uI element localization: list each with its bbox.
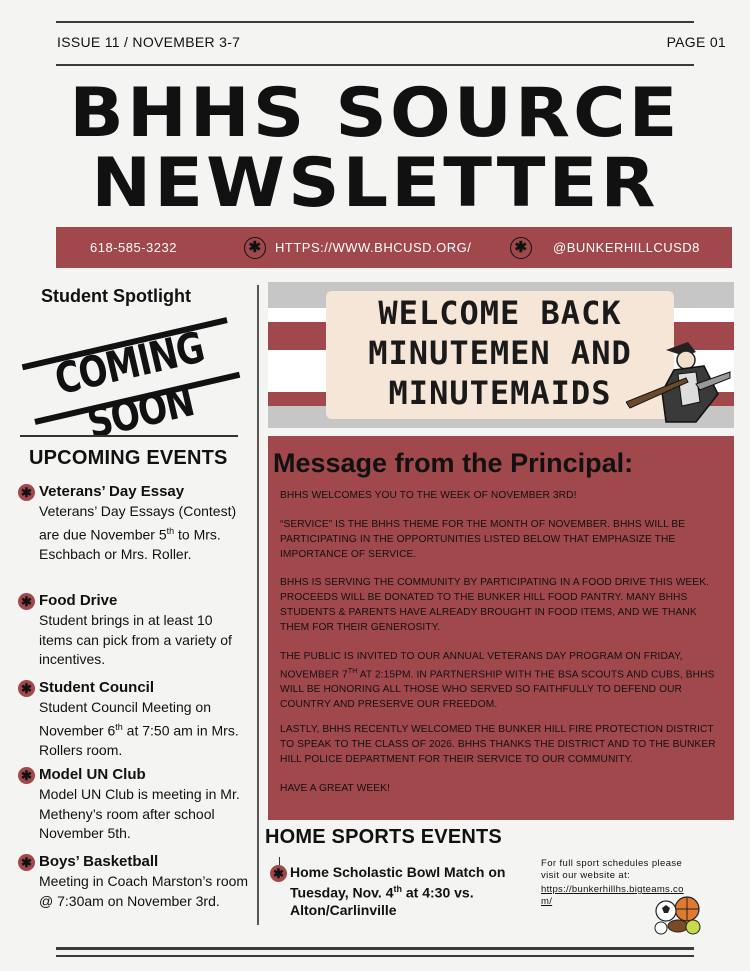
asterisk-bullet-icon: ✱ bbox=[18, 593, 35, 610]
event-description: Student brings in at least 10 items can pick from a variety of incentives. bbox=[39, 612, 232, 667]
asterisk-circle-icon: ✱ bbox=[510, 237, 532, 259]
contact-bar bbox=[56, 227, 732, 268]
page-number: PAGE 01 bbox=[666, 34, 726, 50]
principal-paragraph: THE PUBLIC IS INVITED TO OUR ANNUAL VETERANS DAY PROGRAM ON FRIDAY, NOVEMBER 7TH AT 2:15PM. IN PARTNERSHIP WITH THE BSA SCOUTS AND CUBS, BHHS WILL BE HONORING ALL THOSE WHO SERVED SO FAITHFULLY TO DEFEND OUR COUNTRY AND PRESERVE OUR FREEDOM. bbox=[280, 651, 715, 711]
principal-paragraph: BHHS IS SERVING THE COMMUNITY BY PARTICIPATING IN A FOOD DRIVE THIS WEEK. PROCEEDS WILL BE DONATED TO THE BUNKER HILL FOOD PANTRY. MANY BHHS STUDENTS & PARENTS HAVE ALREADY BROUGHT IN FOOD ITEMS, AND WE THANK THEM FOR THEIR GENEROSITY. bbox=[280, 577, 710, 633]
banner-line-2: MINUTEMEN AND bbox=[368, 334, 632, 372]
sports-balls-icon bbox=[653, 896, 703, 936]
event-name: Student Council bbox=[39, 679, 154, 696]
event-description: Model UN Club is meeting in Mr. Metheny’s room after school November 5th. bbox=[39, 786, 240, 841]
principal-message-panel bbox=[268, 436, 734, 820]
principal-title: Message from the Principal: bbox=[273, 448, 634, 478]
schedule-link[interactable]: https://bunkerhillhs.bigteams.com/ bbox=[541, 884, 684, 907]
asterisk-bullet-icon: ✱ bbox=[18, 854, 35, 871]
event-description: Student Council Meeting on November 6th at 7:50 am in Mrs. Rollers room. bbox=[39, 699, 239, 758]
issue-label: ISSUE 11 / NOVEMBER 3-7 bbox=[57, 34, 241, 50]
minuteman-illustration-icon bbox=[626, 332, 732, 424]
asterisk-bullet-icon: ✱ bbox=[270, 865, 287, 882]
banner-line-3: MINUTEMAIDS bbox=[388, 374, 612, 412]
newsletter-title-line1: BHHS SOURCE bbox=[69, 74, 681, 153]
sports-event-item: Home Scholastic Bowl Match on Tuesday, Nov. 4th at 4:30 vs. Alton/Carlinville bbox=[290, 864, 506, 918]
phone-number: 618-585-3232 bbox=[90, 240, 177, 255]
event-name: Boys’ Basketball bbox=[39, 853, 159, 870]
asterisk-bullet-icon: ✱ bbox=[18, 767, 35, 784]
welcome-banner bbox=[268, 282, 734, 428]
top-rule-1 bbox=[56, 21, 694, 23]
event-description: Meeting in Coach Marston’s room @ 7:30am on November 3rd. bbox=[39, 873, 249, 909]
banner-line-1: WELCOME BACK bbox=[378, 294, 622, 332]
coming-soon-stamp bbox=[22, 317, 241, 450]
top-rule-2 bbox=[56, 64, 694, 66]
spotlight-title: Student Spotlight bbox=[41, 286, 191, 306]
principal-paragraph: HAVE A GREAT WEEK! bbox=[280, 783, 390, 794]
event-name: Food Drive bbox=[39, 592, 118, 609]
bottom-rule-1 bbox=[56, 947, 694, 950]
social-handle[interactable]: @BUNKERHILLCUSD8 bbox=[553, 240, 700, 255]
event-name: Model UN Club bbox=[39, 766, 146, 783]
asterisk-bullet-icon: ✱ bbox=[18, 484, 35, 501]
home-sports-title: HOME SPORTS EVENTS bbox=[265, 826, 502, 848]
principal-paragraph: BHHS WELCOMES YOU TO THE WEEK OF NOVEMBER 3RD! bbox=[280, 490, 577, 501]
asterisk-bullet-icon: ✱ bbox=[18, 680, 35, 697]
newsletter-title-line2: NEWSLETTER bbox=[91, 144, 659, 223]
section-divider bbox=[20, 435, 238, 437]
column-divider bbox=[257, 285, 259, 925]
stamp-text: COMING SOON bbox=[50, 322, 209, 450]
asterisk-circle-icon: ✱ bbox=[244, 237, 266, 259]
event-description: Veterans’ Day Essays (Contest) are due November 5th to Mrs. Eschbach or Mrs. Roller. bbox=[39, 503, 237, 562]
principal-paragraph: “SERVICE” IS THE BHHS THEME FOR THE MONTH OF NOVEMBER. BHHS WILL BE PARTICIPATING IN THE OPPORTUNITIES LISTED BELOW THAT EMPHASIZE THE IMPORTANCE OF SERVICE. bbox=[280, 519, 686, 560]
website-link[interactable]: HTTPS://WWW.BHCUSD.ORG/ bbox=[275, 240, 472, 255]
event-name: Veterans’ Day Essay bbox=[39, 483, 185, 500]
bullet-tick bbox=[279, 857, 280, 865]
principal-paragraph: LASTLY, BHHS RECENTLY WELCOMED THE BUNKER HILL FIRE PROTECTION DISTRICT TO SPEAK TO THE CLASS OF 2026. BHHS THANKS THE DISTRICT AND TO THE BUNKER HILL POLICE DEPARTMENT FOR THEIR SERVICE TO OUR COMMUNITY. bbox=[280, 724, 716, 765]
upcoming-events-title: UPCOMING EVENTS bbox=[29, 447, 228, 469]
bottom-rule-2 bbox=[56, 955, 694, 957]
schedule-note: For full sport schedules please visit our website at: bbox=[541, 858, 683, 881]
